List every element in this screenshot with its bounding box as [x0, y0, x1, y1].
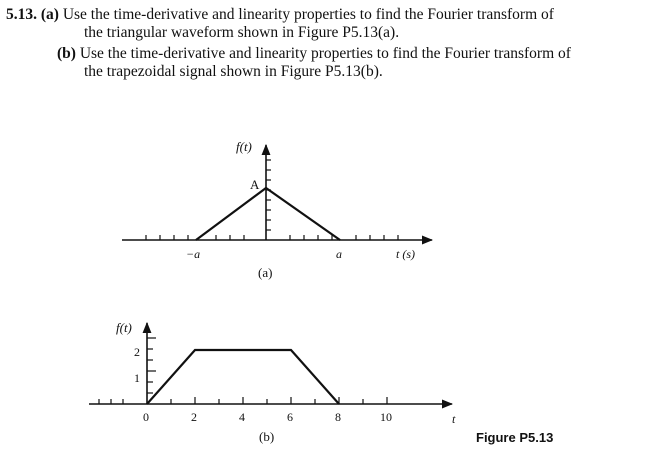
part-a-text-1: Use the time-derivative and linearity properties to find the Fourier transform of — [62, 6, 554, 23]
figure-a-xlabel: t (s) — [396, 247, 415, 261]
figure-a-signal — [196, 188, 340, 240]
figure-a-tick-neg-a: −a — [186, 247, 201, 261]
part-b-text-1: Use the time-derivative and linearity properties to find the Fourier transform of — [79, 45, 571, 62]
figure-b-xtick-6: 6 — [287, 410, 293, 424]
figure-b-x-ticks — [99, 397, 387, 404]
part-b-label: (b) — [57, 45, 76, 62]
figure-b-ytick-1: 1 — [134, 371, 140, 385]
figure-b — [89, 320, 456, 444]
figure-b-xtick-10: 10 — [380, 410, 392, 424]
figure-a-tick-pos-a: a — [336, 247, 342, 261]
figure-b-signal — [147, 350, 339, 404]
part-a-label: (a) — [40, 6, 59, 23]
figure-a — [122, 139, 432, 280]
figure-b-ylabel: f(t) — [116, 320, 132, 335]
figure-b-xtick-0: 0 — [143, 410, 149, 424]
figure-b-ytick-2: 2 — [134, 345, 140, 359]
part-a-text-2: the triangular waveform shown in Figure P5.13(a). — [84, 24, 400, 41]
figure-b-xtick-4: 4 — [239, 410, 245, 424]
part-b-text-2: the trapezoidal signal shown in Figure P5.13(b). — [84, 63, 383, 80]
figure-b-caption: (b) — [259, 429, 275, 444]
figure-b-y-ticks — [147, 338, 156, 393]
figure-a-ylabel: f(t) — [236, 139, 252, 154]
figure-caption: Figure P5.13 — [476, 430, 554, 445]
figure-b-xtick-2: 2 — [191, 410, 197, 424]
figure-a-peak-label: A — [250, 177, 260, 192]
figure-b-xtick-8: 8 — [335, 410, 341, 424]
problem-number: 5.13. — [6, 6, 37, 23]
figure-a-caption: (a) — [258, 265, 273, 280]
figure-b-xlabel: t — [452, 412, 456, 426]
